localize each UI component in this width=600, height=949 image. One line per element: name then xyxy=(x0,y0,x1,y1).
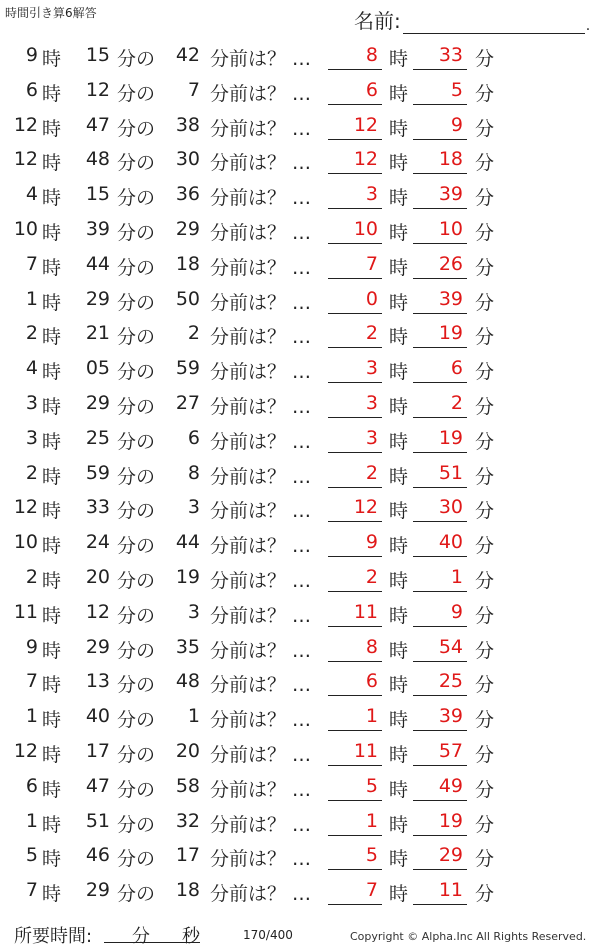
answer-minute: 10 xyxy=(413,218,467,244)
answer-minute: 25 xyxy=(413,670,467,696)
answer-hour-label: 時 xyxy=(389,48,409,70)
answer-minute: 26 xyxy=(413,253,467,279)
problem-hour: 10 xyxy=(13,218,38,240)
minute-of-label: 分の xyxy=(117,709,156,732)
problem-diff: 20 xyxy=(175,740,200,762)
answer-minute: 30 xyxy=(413,496,467,522)
question-label: 分前は？ … xyxy=(210,709,312,732)
problem-minute: 51 xyxy=(85,809,110,832)
problem-diff: 7 xyxy=(187,78,200,101)
answer-hour-label: 時 xyxy=(389,535,409,558)
answer-minute: 51 xyxy=(413,462,467,488)
answer-hour-label: 時 xyxy=(389,82,409,105)
answer-minute-label: 分 xyxy=(475,744,495,766)
problem-diff: 2 xyxy=(187,322,200,345)
question-label: 分前は？ … xyxy=(210,674,312,697)
problem-minute: 25 xyxy=(85,426,110,449)
hour-label: 時 xyxy=(42,535,62,558)
problem-hour: 1 xyxy=(25,705,38,728)
problem-minute: 29 xyxy=(85,287,110,310)
problem-hour: 1 xyxy=(25,809,38,832)
answer-hour: 3 xyxy=(328,183,382,209)
answer-minute-label: 分 xyxy=(475,361,495,384)
problem-minute: 29 xyxy=(85,879,110,902)
problem-row xyxy=(0,840,600,875)
problem-minute: 29 xyxy=(85,635,110,658)
answer-minute: 9 xyxy=(413,114,467,140)
answer-hour: 3 xyxy=(328,392,382,418)
minute-of-label: 分の xyxy=(117,396,156,418)
problem-row xyxy=(0,318,600,353)
problem-hour: 9 xyxy=(25,44,38,66)
hour-label: 時 xyxy=(42,604,62,627)
problem-row xyxy=(0,875,600,910)
answer-hour: 2 xyxy=(328,462,382,488)
answer-minute-label: 分 xyxy=(475,883,495,906)
problem-hour: 1 xyxy=(25,287,38,310)
question-label: 分前は？ … xyxy=(210,361,312,384)
answer-hour-label: 時 xyxy=(389,222,409,244)
question-label: 分前は？ … xyxy=(210,500,312,523)
problem-row xyxy=(0,214,600,249)
answer-minute: 54 xyxy=(413,636,467,662)
answer-hour: 5 xyxy=(328,844,382,870)
answer-hour: 12 xyxy=(328,148,382,174)
problem-hour: 2 xyxy=(25,566,38,588)
answer-minute: 57 xyxy=(413,740,467,766)
answer-hour: 2 xyxy=(328,566,382,592)
footer xyxy=(0,920,600,949)
question-label: 分前は？ … xyxy=(210,639,312,662)
name-line xyxy=(403,11,585,34)
minute-of-label: 分の xyxy=(117,674,156,697)
hour-label: 時 xyxy=(42,48,62,70)
answer-hour: 11 xyxy=(328,740,382,766)
answer-minute-label: 分 xyxy=(475,48,495,70)
problem-diff: 58 xyxy=(175,774,200,797)
hour-label: 時 xyxy=(42,848,62,871)
answer-minute: 5 xyxy=(413,79,467,105)
answer-hour: 7 xyxy=(328,879,382,905)
question-label: 分前は？ … xyxy=(210,744,312,766)
minute-of-label: 分の xyxy=(117,222,156,244)
answer-minute: 19 xyxy=(413,322,467,348)
minute-of-label: 分の xyxy=(117,813,156,836)
question-label: 分前は？ … xyxy=(210,291,312,314)
problem-minute: 17 xyxy=(85,740,110,762)
answer-minute-label: 分 xyxy=(475,465,495,488)
answer-minute: 49 xyxy=(413,775,467,801)
minute-of-label: 分の xyxy=(117,326,156,349)
question-label: 分前は？ … xyxy=(210,883,312,906)
answer-hour: 12 xyxy=(328,496,382,522)
problem-diff: 18 xyxy=(175,252,200,275)
problem-minute: 20 xyxy=(85,566,110,588)
answer-minute-label: 分 xyxy=(475,256,495,279)
problem-row xyxy=(0,458,600,493)
answer-minute-label: 分 xyxy=(475,709,495,732)
minute-of-label: 分の xyxy=(117,883,156,906)
problem-minute: 48 xyxy=(85,148,110,171)
worksheet-count: 170/400 xyxy=(243,928,293,942)
problem-minute: 13 xyxy=(85,670,110,693)
problem-row xyxy=(0,75,600,110)
answer-minute-label: 分 xyxy=(475,604,495,627)
problem-hour: 7 xyxy=(25,879,38,902)
answer-minute: 9 xyxy=(413,601,467,627)
minute-of-label: 分の xyxy=(117,152,156,175)
hour-label: 時 xyxy=(42,744,62,766)
minute-of-label: 分の xyxy=(117,778,156,801)
hour-label: 時 xyxy=(42,152,62,175)
problem-row xyxy=(0,423,600,458)
minute-of-label: 分の xyxy=(117,848,156,871)
problem-minute: 15 xyxy=(85,183,110,206)
problem-diff: 8 xyxy=(187,461,200,484)
answer-hour-label: 時 xyxy=(389,674,409,697)
hour-label: 時 xyxy=(42,396,62,418)
answer-hour: 8 xyxy=(328,44,382,70)
minute-of-label: 分の xyxy=(117,535,156,558)
problem-minute: 47 xyxy=(85,113,110,136)
problem-diff: 27 xyxy=(175,392,200,414)
question-label: 分前は？ … xyxy=(210,430,312,453)
problem-row xyxy=(0,562,600,597)
answer-hour: 11 xyxy=(328,601,382,627)
answer-minute: 18 xyxy=(413,148,467,174)
answer-minute: 1 xyxy=(413,566,467,592)
problem-hour: 3 xyxy=(25,426,38,449)
answer-minute-label: 分 xyxy=(475,82,495,105)
name-label: 名前: xyxy=(354,9,401,33)
answer-hour-label: 時 xyxy=(389,500,409,523)
problem-diff: 3 xyxy=(187,600,200,623)
hour-label: 時 xyxy=(42,326,62,349)
answer-minute-label: 分 xyxy=(475,187,495,210)
answer-hour-label: 時 xyxy=(389,709,409,732)
problem-hour: 7 xyxy=(25,670,38,693)
question-label: 分前は？ … xyxy=(210,604,312,627)
answer-minute-label: 分 xyxy=(475,535,495,558)
problem-hour: 2 xyxy=(25,461,38,484)
answer-minute-label: 分 xyxy=(475,430,495,453)
answer-minute-label: 分 xyxy=(475,674,495,697)
problem-hour: 6 xyxy=(25,774,38,797)
problem-minute: 33 xyxy=(85,496,110,519)
answer-hour-label: 時 xyxy=(389,465,409,488)
problem-row xyxy=(0,492,600,527)
minute-of-label: 分の xyxy=(117,570,156,592)
answer-hour-label: 時 xyxy=(389,570,409,592)
problem-diff: 29 xyxy=(175,218,200,240)
problem-diff: 18 xyxy=(175,879,200,902)
answer-hour-label: 時 xyxy=(389,291,409,314)
hour-label: 時 xyxy=(42,813,62,836)
answer-minute-label: 分 xyxy=(475,117,495,140)
problem-minute: 44 xyxy=(85,252,110,275)
problem-minute: 12 xyxy=(85,78,110,101)
answer-hour: 3 xyxy=(328,357,382,383)
answer-minute-label: 分 xyxy=(475,848,495,871)
answer-hour-label: 時 xyxy=(389,604,409,627)
minute-of-label: 分の xyxy=(117,744,156,766)
question-label: 分前は？ … xyxy=(210,570,312,592)
answer-minute-label: 分 xyxy=(475,778,495,801)
problem-row xyxy=(0,736,600,771)
question-label: 分前は？ … xyxy=(210,222,312,244)
answer-hour-label: 時 xyxy=(389,744,409,766)
problem-diff: 38 xyxy=(175,113,200,136)
problem-minute: 15 xyxy=(85,44,110,66)
question-label: 分前は？ … xyxy=(210,465,312,488)
problem-diff: 19 xyxy=(175,566,200,588)
minute-label: 分 xyxy=(132,926,150,947)
answer-hour-label: 時 xyxy=(389,639,409,662)
hour-label: 時 xyxy=(42,639,62,662)
answer-minute: 39 xyxy=(413,705,467,731)
problem-diff: 6 xyxy=(187,426,200,449)
required-time-field xyxy=(104,922,200,947)
name-field xyxy=(354,5,590,34)
problem-row xyxy=(0,632,600,667)
hour-label: 時 xyxy=(42,222,62,244)
question-label: 分前は？ … xyxy=(210,326,312,349)
problem-minute: 12 xyxy=(85,600,110,623)
problem-row xyxy=(0,284,600,319)
problem-diff: 3 xyxy=(187,496,200,519)
problem-hour: 12 xyxy=(13,148,38,171)
minute-of-label: 分の xyxy=(117,117,156,140)
hour-label: 時 xyxy=(42,291,62,314)
problem-row xyxy=(0,666,600,701)
problem-hour: 5 xyxy=(25,844,38,867)
minute-of-label: 分の xyxy=(117,187,156,210)
problem-row xyxy=(0,110,600,145)
hour-label: 時 xyxy=(42,430,62,453)
problem-hour: 4 xyxy=(25,357,38,380)
question-label: 分前は？ … xyxy=(210,82,312,105)
answer-hour: 6 xyxy=(328,670,382,696)
minute-of-label: 分の xyxy=(117,291,156,314)
answer-hour-label: 時 xyxy=(389,883,409,906)
minute-of-label: 分の xyxy=(117,500,156,523)
hour-label: 時 xyxy=(42,500,62,523)
hour-label: 時 xyxy=(42,709,62,732)
question-label: 分前は？ … xyxy=(210,396,312,418)
hour-label: 時 xyxy=(42,883,62,906)
problem-row xyxy=(0,249,600,284)
answer-minute-label: 分 xyxy=(475,222,495,244)
hour-label: 時 xyxy=(42,465,62,488)
problem-row xyxy=(0,597,600,632)
answer-hour-label: 時 xyxy=(389,152,409,175)
problem-hour: 2 xyxy=(25,322,38,345)
answer-hour-label: 時 xyxy=(389,396,409,418)
minute-of-label: 分の xyxy=(117,604,156,627)
answer-hour: 10 xyxy=(328,218,382,244)
problem-minute: 46 xyxy=(85,844,110,867)
problem-diff: 35 xyxy=(175,635,200,658)
hour-label: 時 xyxy=(42,117,62,140)
answer-minute: 33 xyxy=(413,44,467,70)
answer-minute-label: 分 xyxy=(475,639,495,662)
answer-minute: 39 xyxy=(413,288,467,314)
minute-of-label: 分の xyxy=(117,82,156,105)
problem-hour: 12 xyxy=(13,113,38,136)
second-label: 秒 xyxy=(182,926,200,947)
copyright: Copyright © Alpha.Inc All Rights Reserved. xyxy=(350,930,587,943)
answer-hour: 9 xyxy=(328,531,382,557)
question-label: 分前は？ … xyxy=(210,535,312,558)
hour-label: 時 xyxy=(42,82,62,105)
problem-hour: 9 xyxy=(25,635,38,658)
question-label: 分前は？ … xyxy=(210,48,312,70)
answer-hour: 3 xyxy=(328,427,382,453)
problem-diff: 36 xyxy=(175,183,200,206)
question-label: 分前は？ … xyxy=(210,778,312,801)
problem-minute: 47 xyxy=(85,774,110,797)
answer-hour: 0 xyxy=(328,288,382,314)
minute-of-label: 分の xyxy=(117,48,156,70)
problem-hour: 12 xyxy=(13,496,38,519)
worksheet-title: 時間引き算6解答 xyxy=(5,6,97,20)
problem-row xyxy=(0,40,600,75)
problem-diff: 1 xyxy=(187,705,200,728)
problem-diff: 30 xyxy=(175,148,200,171)
problem-minute: 05 xyxy=(85,357,110,380)
answer-minute: 2 xyxy=(413,392,467,418)
problem-row xyxy=(0,353,600,388)
problem-hour: 10 xyxy=(13,531,38,554)
problem-hour: 11 xyxy=(13,600,38,623)
problem-diff: 59 xyxy=(175,357,200,380)
problem-diff: 42 xyxy=(175,44,200,66)
hour-label: 時 xyxy=(42,570,62,592)
answer-hour-label: 時 xyxy=(389,848,409,871)
required-time-label: 所要時間: xyxy=(14,926,93,947)
problem-minute: 21 xyxy=(85,322,110,345)
answer-hour: 5 xyxy=(328,775,382,801)
answer-minute-label: 分 xyxy=(475,396,495,418)
problem-minute: 39 xyxy=(85,218,110,240)
answer-hour-label: 時 xyxy=(389,256,409,279)
answer-hour: 2 xyxy=(328,322,382,348)
problem-row xyxy=(0,527,600,562)
hour-label: 時 xyxy=(42,778,62,801)
hour-label: 時 xyxy=(42,361,62,384)
answer-minute-label: 分 xyxy=(475,291,495,314)
answer-minute-label: 分 xyxy=(475,500,495,523)
answer-minute-label: 分 xyxy=(475,813,495,836)
answer-minute: 39 xyxy=(413,183,467,209)
answer-hour-label: 時 xyxy=(389,430,409,453)
answer-hour: 12 xyxy=(328,114,382,140)
hour-label: 時 xyxy=(42,256,62,279)
problem-hour: 4 xyxy=(25,183,38,206)
answer-hour: 8 xyxy=(328,636,382,662)
problem-row xyxy=(0,179,600,214)
problem-diff: 32 xyxy=(175,809,200,832)
problem-diff: 48 xyxy=(175,670,200,693)
answer-minute: 6 xyxy=(413,357,467,383)
answer-hour-label: 時 xyxy=(389,813,409,836)
answer-hour: 7 xyxy=(328,253,382,279)
minute-of-label: 分の xyxy=(117,256,156,279)
question-label: 分前は？ … xyxy=(210,848,312,871)
minute-of-label: 分の xyxy=(117,430,156,453)
problem-row xyxy=(0,806,600,841)
answer-minute: 11 xyxy=(413,879,467,905)
hour-label: 時 xyxy=(42,187,62,210)
problem-hour: 12 xyxy=(13,740,38,762)
answer-hour-label: 時 xyxy=(389,117,409,140)
problem-row xyxy=(0,144,600,179)
question-label: 分前は？ … xyxy=(210,187,312,210)
problem-hour: 7 xyxy=(25,252,38,275)
problem-diff: 17 xyxy=(175,844,200,867)
answer-hour: 6 xyxy=(328,79,382,105)
problem-minute: 29 xyxy=(85,392,110,414)
name-end: . xyxy=(585,18,591,34)
answer-minute: 29 xyxy=(413,844,467,870)
problem-minute: 24 xyxy=(85,531,110,554)
problem-minute: 40 xyxy=(85,705,110,728)
problem-row xyxy=(0,388,600,423)
minute-of-label: 分の xyxy=(117,361,156,384)
minute-of-label: 分の xyxy=(117,639,156,662)
answer-hour-label: 時 xyxy=(389,326,409,349)
minute-of-label: 分の xyxy=(117,465,156,488)
problem-minute: 59 xyxy=(85,461,110,484)
answer-hour: 1 xyxy=(328,705,382,731)
problem-hour: 6 xyxy=(25,78,38,101)
problem-row xyxy=(0,771,600,806)
answer-hour: 1 xyxy=(328,810,382,836)
hour-label: 時 xyxy=(42,674,62,697)
problem-hour: 3 xyxy=(25,392,38,414)
answer-hour-label: 時 xyxy=(389,361,409,384)
question-label: 分前は？ … xyxy=(210,813,312,836)
problem-diff: 50 xyxy=(175,287,200,310)
answer-minute: 19 xyxy=(413,810,467,836)
question-label: 分前は？ … xyxy=(210,152,312,175)
question-label: 分前は？ … xyxy=(210,256,312,279)
answer-minute-label: 分 xyxy=(475,152,495,175)
answer-minute-label: 分 xyxy=(475,570,495,592)
answer-minute-label: 分 xyxy=(475,326,495,349)
problem-row xyxy=(0,701,600,736)
answer-hour-label: 時 xyxy=(389,187,409,210)
problem-diff: 44 xyxy=(175,531,200,554)
question-label: 分前は？ … xyxy=(210,117,312,140)
answer-minute: 19 xyxy=(413,427,467,453)
answer-minute: 40 xyxy=(413,531,467,557)
answer-hour-label: 時 xyxy=(389,778,409,801)
